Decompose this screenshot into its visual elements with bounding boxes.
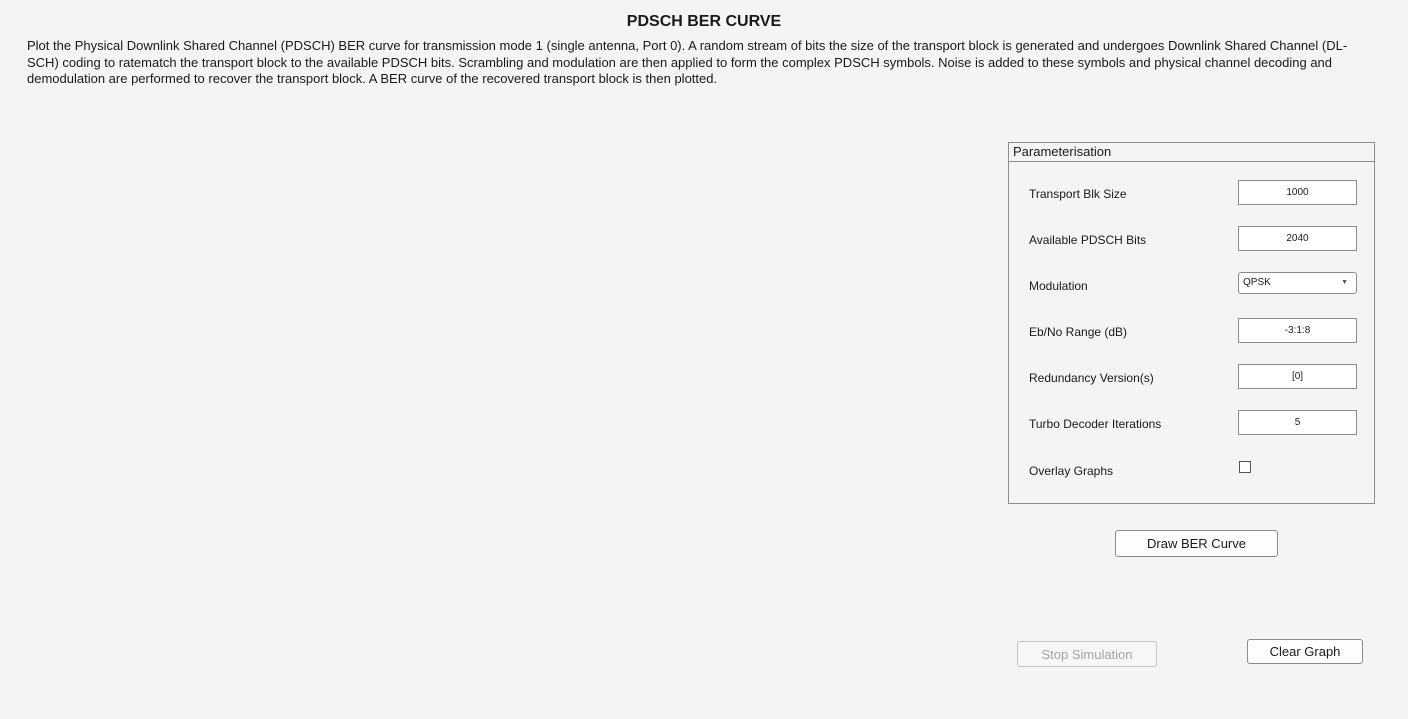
turbo-iterations-row: [1009, 410, 1374, 436]
available-pdsch-bits-label: Available PDSCH Bits: [1029, 233, 1147, 247]
clear-graph-button[interactable]: Clear Graph: [1247, 639, 1363, 664]
modulation-value: QPSK: [1243, 277, 1271, 288]
parameterisation-panel: [1008, 142, 1375, 504]
transport-blk-size-row: [1009, 180, 1374, 206]
ebno-range-input[interactable]: [1238, 318, 1357, 343]
available-pdsch-bits-row: [1009, 226, 1374, 252]
overlay-graphs-checkbox[interactable]: [1239, 461, 1251, 473]
modulation-label: Modulation: [1029, 279, 1088, 293]
page-title: PDSCH BER CURVE: [626, 13, 782, 30]
turbo-iterations-label: Turbo Decoder Iterations: [1029, 417, 1162, 431]
transport-blk-size-input[interactable]: [1238, 180, 1357, 205]
modulation-dropdown[interactable]: [1238, 272, 1357, 294]
draw-ber-curve-button[interactable]: Draw BER Curve: [1115, 530, 1278, 557]
ebno-range-row: [1009, 318, 1374, 344]
ebno-range-label: Eb/No Range (dB): [1029, 325, 1128, 339]
chevron-down-icon: ▼: [1341, 279, 1348, 286]
available-pdsch-bits-input[interactable]: [1238, 226, 1357, 251]
stop-simulation-button[interactable]: Stop Simulation: [1017, 641, 1157, 667]
modulation-row: [1009, 272, 1374, 298]
overlay-graphs-label: Overlay Graphs: [1029, 464, 1114, 478]
redundancy-versions-input[interactable]: [1238, 364, 1357, 389]
turbo-iterations-input[interactable]: [1238, 410, 1357, 435]
redundancy-versions-label: Redundancy Version(s): [1029, 371, 1154, 385]
transport-blk-size-label: Transport Blk Size: [1029, 187, 1127, 201]
overlay-graphs-row: [1009, 461, 1374, 487]
page-description: Plot the Physical Downlink Shared Channel (PDSCH) BER curve for transmission mode 1 (single antenna, Port 0). A random stream of bits the size of the transport block is generated and undergoes Downlink Shared Channel (DL-SCH) coding to ratematch the transport block to the available PDSCH bits. Scrambling and modulation are then applied to form the complex PDSCH symbols. Noise is added to these symbols and physical channel decoding and demodulation are performed to recover the transport block. A BER curve of the recovered transport block is then plotted.: [27, 38, 1348, 86]
redundancy-versions-row: [1009, 364, 1374, 390]
panel-title: Parameterisation: [1009, 143, 1374, 162]
